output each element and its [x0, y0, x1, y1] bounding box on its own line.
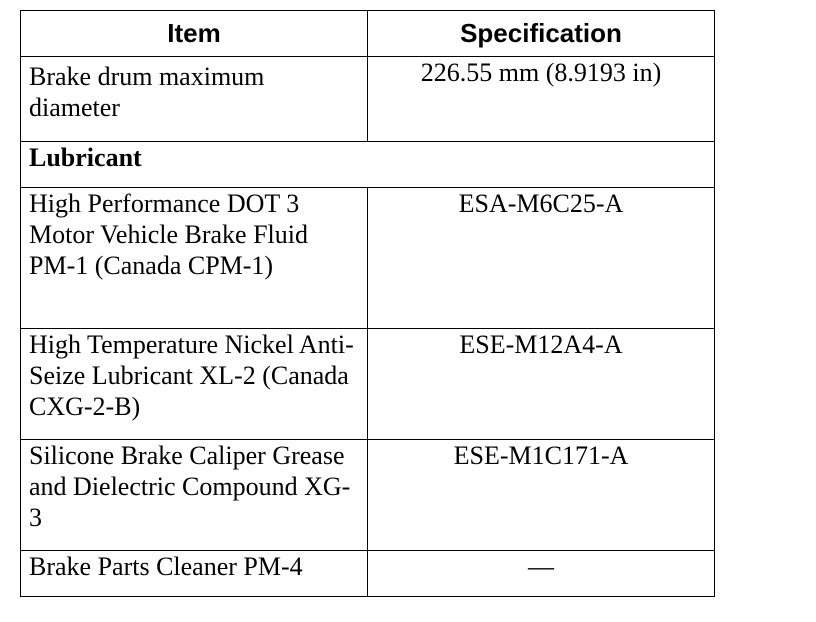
item-cell: Silicone Brake Caliper Grease and Dielectric Compound XG-3: [21, 440, 368, 551]
item-cell: High Temperature Nickel Anti-Seize Lubricant XL-2 (Canada CXG-2-B): [21, 329, 368, 440]
specification-table: [20, 10, 715, 597]
table-row: [21, 440, 715, 551]
section-heading-lubricant: Lubricant: [21, 142, 715, 188]
item-cell: High Performance DOT 3 Motor Vehicle Brake Fluid PM-1 (Canada CPM-1): [21, 188, 368, 329]
column-header-item: Item: [21, 11, 368, 57]
table-row: [21, 329, 715, 440]
table-row: [21, 188, 715, 329]
table-header-row: [21, 11, 715, 57]
specification-cell: ESE-M1C171-A: [368, 440, 715, 551]
item-cell: Brake drum maximum diameter: [21, 57, 368, 142]
table-row: [21, 57, 715, 142]
section-row: [21, 142, 715, 188]
column-header-specification: Specification: [368, 11, 715, 57]
specification-cell: 226.55 mm (8.9193 in): [368, 57, 715, 142]
specification-cell: —: [368, 551, 715, 597]
item-cell: Brake Parts Cleaner PM-4: [21, 551, 368, 597]
specification-cell: ESA-M6C25-A: [368, 188, 715, 329]
table-row: [21, 551, 715, 597]
specification-cell: ESE-M12A4-A: [368, 329, 715, 440]
